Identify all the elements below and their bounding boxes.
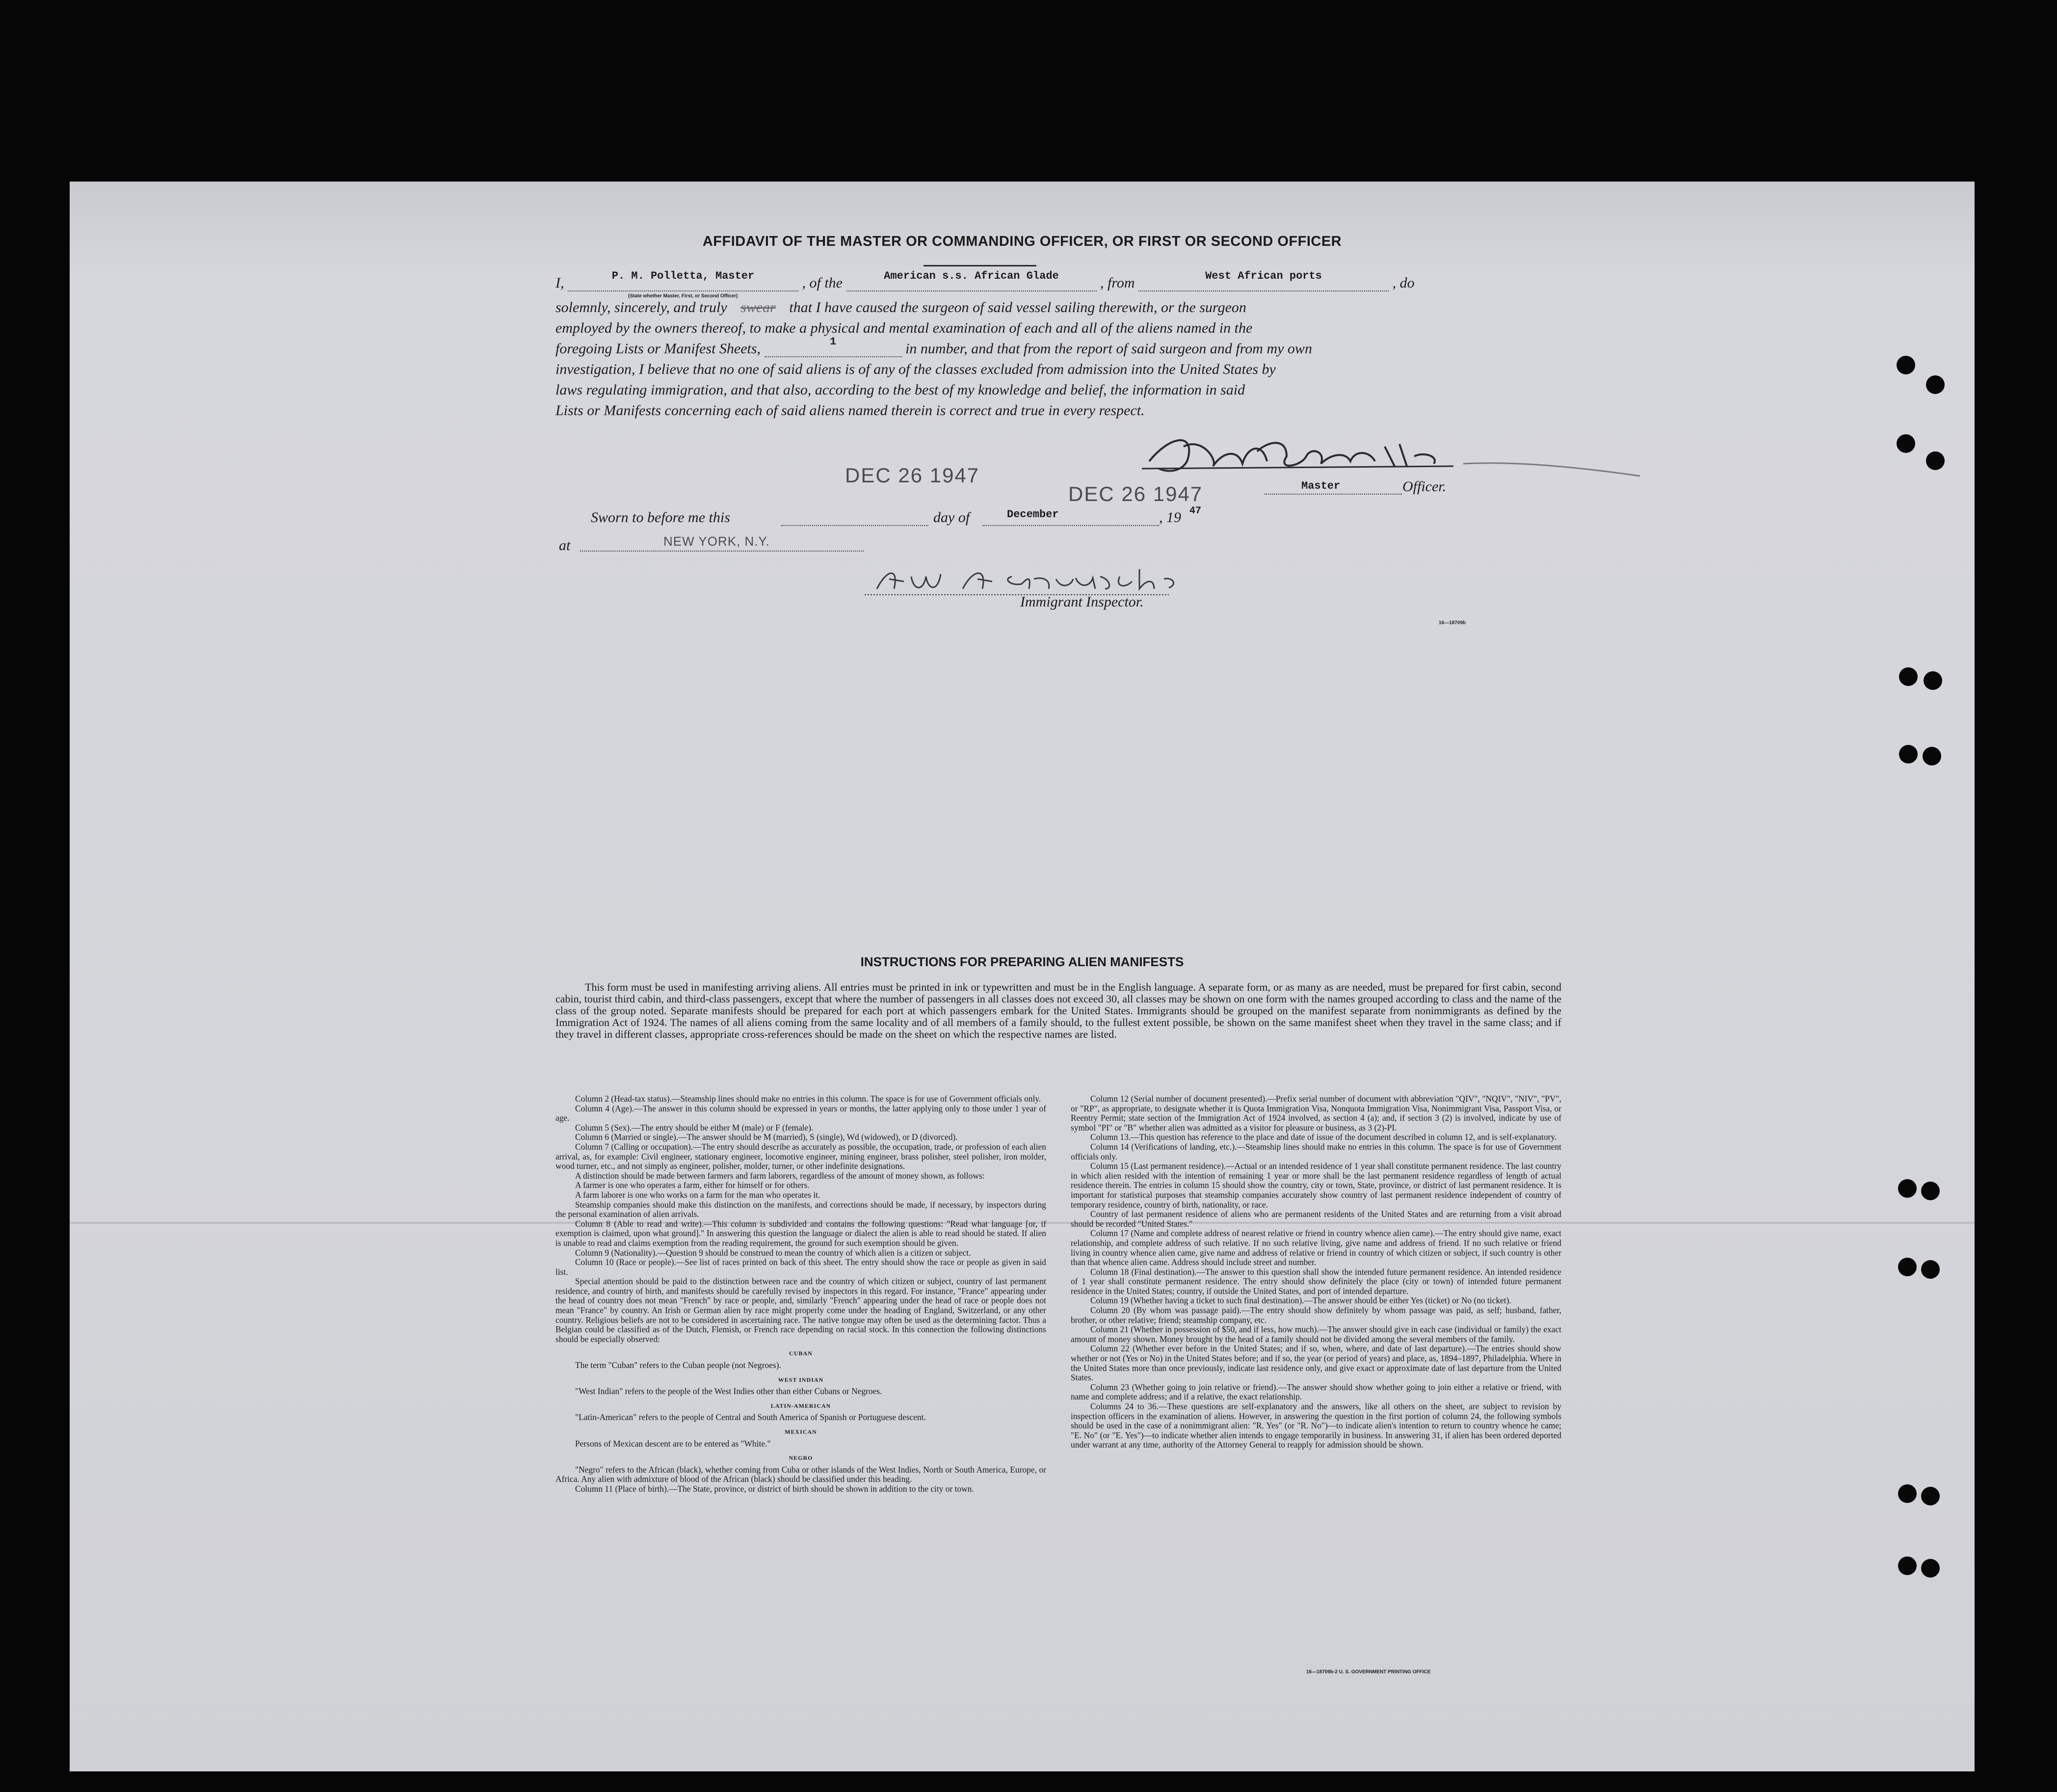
- word-of-the: , of the: [802, 275, 843, 291]
- instruction-paragraph: Column 12 (Serial number of document presented).—Prefix serial number of document with abbreviation "QIV", "NQIV", "NIV", "PV", or "RP", as appropriate, to designate whether it is Quota Immigration Visa, Nonquota Immigration Visa, Nonimmigrant Visa, Passport Visa, or Reentry Permit; state section of the Immigration Act of 1924 involved, as section 4 (a); and, if section 3 (2) is involved, indicate by use of symbol "PI" or "B" whether alien was admitted as a visitor for pleasure or business, as 3 (2)-PI.: [1071, 1094, 1561, 1133]
- port-field: [1138, 270, 1389, 291]
- affidavit-line-3: employed by the owners thereof, to make a physical and mental examination of each and all of the aliens named in the: [555, 320, 1253, 336]
- instruction-paragraph: Column 13.—This question has reference to the place and date of issue of the document described in column 12, and is self-explanatory.: [1090, 1132, 1557, 1142]
- at-text: at: [559, 537, 571, 553]
- binder-hole: [1921, 1487, 1940, 1505]
- binder-hole: [1921, 1182, 1940, 1200]
- year-prefix: , 19: [1159, 509, 1181, 526]
- sheet-count-field: [765, 336, 902, 357]
- instruction-paragraph: A distinction should be made between farmers and farm laborers, regardless of the amount of money shown, as follows:: [575, 1170, 985, 1181]
- instruction-paragraph: A farmer is one who operates a farm, either for himself or for others.: [575, 1180, 810, 1190]
- heading-mexican: MEXICAN: [785, 1428, 817, 1435]
- officer-rank-line: [1265, 494, 1402, 495]
- affidavit-line-7: Lists or Manifests concerning each of said aliens named therein is correct and true in every respect.: [555, 402, 1145, 419]
- instructions-right-column: [1071, 1094, 1561, 1450]
- instruction-paragraph: Column 10 (Race or people).—See list of races printed on back of this sheet. The entry should show the race or people as given in said list.: [555, 1257, 1046, 1277]
- text-mexican: Persons of Mexican descent are to be entered as "White.": [575, 1438, 771, 1449]
- master-signature: [1139, 427, 1645, 486]
- month-value: December: [1007, 508, 1059, 521]
- binder-hole: [1899, 745, 1918, 764]
- text-column-11: Column 11 (Place of birth).—The State, province, or district of birth should be shown in addition to the city or town.: [575, 1483, 974, 1494]
- date-stamp-2: DEC 26 1947: [1068, 482, 1203, 505]
- word-from: , from: [1100, 275, 1135, 291]
- binder-hole: [1926, 375, 1945, 394]
- form-number: 16—18709b: [1439, 620, 1466, 626]
- location-line: [580, 551, 864, 552]
- date-stamp-1: DEC 26 1947: [845, 464, 980, 487]
- heading-west-indian: WEST INDIAN: [778, 1376, 824, 1383]
- binder-hole: [1923, 747, 1941, 765]
- printing-office-footer: 16—18709b-2 U. S. GOVERNMENT PRINTING OFFICE: [1306, 1669, 1431, 1675]
- instruction-paragraph: Column 18 (Final destination).—The answer to this question shall show the intended future permanent residence. An intended residence of 1 year shall constitute permanent residence. The entry should show definitely the place (city or town) of intended future permanent residence in the United States; country, if outside the United States, and port of intended departure.: [1071, 1266, 1561, 1296]
- instruction-paragraph: Column 15 (Last permanent residence).—Actual or an intended residence of 1 year shall constitute permanent residence. The last country in which alien resided with the intention of remaining 1 year or more shall be the last permanent residence regardless of length of actual residence therein. The entries in column 15 should show the country, city or town, State, province, or district of last permanent residence. It is important for statistical purposes that steamship companies accurately show country of last permanent residence independent of country of temporary residence, country of birth, nationality, or race.: [1071, 1161, 1561, 1210]
- text-cuban: The term "Cuban" refers to the Cuban people (not Negroes).: [575, 1360, 781, 1370]
- vessel-field: [846, 270, 1097, 291]
- day-of-text: day of: [933, 509, 970, 526]
- affidavit-line-5: investigation, I believe that no one of said aliens is of any of the classes excluded from admission into the United States by: [555, 361, 1276, 377]
- instructions-left-column: [555, 1094, 1046, 1494]
- binder-hole: [1897, 434, 1915, 453]
- sheet-count-value: 1: [829, 336, 837, 348]
- line4-text-b: in number, and that from the report of said surgeon and from my own: [905, 341, 1312, 357]
- instruction-paragraph: Country of last permanent residence of aliens who are permanent residents of the United States and are returning from a visit abroad should be recorded "United States.": [1071, 1209, 1561, 1229]
- affidavit-line-6: laws regulating immigration, and that also, according to the best of my knowledge and belief, the information in said: [555, 382, 1245, 398]
- officer-name-value: P. M. Polletta, Master: [611, 270, 755, 282]
- instruction-paragraph: Column 19 (Whether having a ticket to such final destination).—The answer should be either Yes (ticket) or No (no ticket).: [1090, 1295, 1511, 1306]
- instruction-paragraph: Columns 24 to 36.—These questions are self-explanatory and the answers, like all others on the sheet, are subject to revision by inspection officers in the examination of aliens. However, in answering the question in the first portion of column 24, the following symbols should be used in the case of a nonimmigrant alien: "R. Yes" (or "R. No")—to indicate alien's intention to return to country whence he came; "E. No" (or "E. Yes")—to indicate whether alien intends to engage temporarily in business. In answering 31, if alien has been ordered deported under warrant at any time, authority of the Attorney General to reapply for admission should be shown.: [1071, 1401, 1561, 1450]
- binder-hole: [1926, 451, 1945, 470]
- binder-hole: [1898, 1258, 1917, 1276]
- binder-hole: [1921, 1260, 1940, 1279]
- instruction-paragraph: Column 8 (Able to read and write).—This column is subdivided and contains the following questions: "Read what language [or, if exemption is claimed, upon what ground]." In answering this question the language or dialect the alien is able to read should be stated. If alien is unable to read and claims exemption from the reading requirement, the ground for such exemption should be given.: [555, 1218, 1046, 1248]
- text-negro: "Negro" refers to the African (black), whether coming from Cuba or other islands of the West Indies, North or South America, Europe, or Africa. Any alien with admixture of blood of the African (black) should be classified under this heading.: [555, 1464, 1046, 1484]
- binder-hole: [1898, 1179, 1917, 1198]
- instructions-intro: This form must be used in manifesting arriving aliens. All entries must be printed in ink or typewritten and must be in the English language. A separate form, or as many as are needed, must be prepared for first cabin, second cabin, tourist third cabin, and third-class passengers, except that where the number of passengers in all classes does not exceed 30, all classes may be shown on one form with the names grouped according to class and the name of the class of the group noted. Separate manifests should be prepared for each port at which passengers embark for the United States. Immigrants should be grouped on the manifest separate from nonimmigrants as defined by the Immigration Act of 1924. The names of all aliens coming from the same locality and of all members of a family should, to the fullest extent possible, be shown on the same manifest sheet when they travel in the same class; and if they travel in different classes, appropriate cross-references should be made on the sheet on which the respective names are listed.: [555, 981, 1561, 1040]
- binder-hole: [1898, 1556, 1917, 1575]
- line4-text-a: foregoing Lists or Manifest Sheets,: [555, 341, 761, 357]
- word-do: , do: [1392, 275, 1415, 291]
- line2-text-a: solemnly, sincerely, and truly: [555, 299, 727, 316]
- right-paragraphs: [1071, 1094, 1561, 1450]
- instruction-paragraph: Column 17 (Name and complete address of nearest relative or friend in country whence alien came).—The entry should give name, exact relationship, and complete address of such relative. If no such relative living, give name and address of friend. If no such relative or friend living in country whence alien came, give name and address of relative or friend in country of which citizen or subject, if such country is other than that whence alien came. Address should include street and number.: [1071, 1228, 1561, 1267]
- heading-negro: NEGRO: [789, 1454, 813, 1462]
- month-line: [982, 525, 1159, 526]
- line2-text-b: that I have caused the surgeon of said vessel sailing therewith, or the surgeon: [789, 299, 1246, 316]
- word-i: I,: [555, 275, 564, 291]
- instruction-paragraph: A farm laborer is one who works on a farm for the man who operates it.: [575, 1189, 820, 1200]
- instruction-paragraph: Steamship companies should make this distinction on the manifests, and corrections should be made, if necessary, by inspectors during the personal examination of alien arrivals.: [555, 1199, 1046, 1219]
- year-suffix: 47: [1189, 505, 1202, 517]
- inspector-title: Immigrant Inspector.: [1020, 594, 1144, 610]
- instruction-paragraph: Column 7 (Calling or occupation).—The entry should describe as accurately as possible, the occupation, trade, or profession of each alien arrival, as, for example: Civil engineer, stationary engineer, locomotive engineer, mining engineer, brass polisher, steel polisher, iron molder, wood turner, etc., and not simply as engineer, polisher, molder, turner, or other indefinite designations.: [555, 1141, 1046, 1171]
- port-value: West African ports: [1205, 270, 1322, 282]
- binder-hole: [1921, 1559, 1940, 1578]
- title-divider: [923, 265, 1036, 266]
- instruction-paragraph: Special attention should be paid to the distinction between race and the country of which citizen or subject, country of last permanent residence, and country of birth, and manifests should be carefully revised by inspectors in this regard. For instance, "France" appearing under the head of country does not mean "French" by race or people, and, similarly "French" appearing under the head of race or people does not mean "France" by country. An Irish or German alien by race might properly come under the heading of England, Switzerland, or any other country. Religious beliefs are not to be considered in ascertaining race. The native tongue may often be used as the determining factor. Thus a Belgian could be classified as of the Dutch, Flemish, or French race depending on racial stock. In this connection the following distinctions should be especially observed:: [555, 1276, 1046, 1344]
- struck-word: swear: [740, 299, 776, 316]
- instruction-paragraph: Column 14 (Verifications of landing, etc.).—Steamship lines should make no entries in this column. The space is for use of Government officials only.: [1071, 1141, 1561, 1161]
- sworn-text: Sworn to before me this: [591, 509, 730, 526]
- instructions-title: INSTRUCTIONS FOR PREPARING ALIEN MANIFESTS: [860, 954, 1184, 969]
- instruction-paragraph: Column 2 (Head-tax status).—Steamship lines should make no entries in this column. The space is for use of Government officials only.: [575, 1094, 1041, 1104]
- instruction-paragraph: Column 9 (Nationality).—Question 9 should be construed to mean the country of which alien is a citizen or subject.: [575, 1247, 971, 1258]
- instruction-paragraph: Column 6 (Married or single).—The answer should be M (married), S (single), Wd (widowed), or D (divorced).: [575, 1132, 958, 1142]
- officer-name-field: [568, 270, 798, 291]
- officer-suffix: Officer.: [1402, 478, 1447, 495]
- text-west-indian: "West Indian" refers to the people of the West Indies other than either Cubans or Negroes.: [575, 1386, 882, 1397]
- heading-latin-american: LATIN-AMERICAN: [770, 1402, 831, 1409]
- location-stamp: NEW YORK, N.Y.: [663, 534, 770, 549]
- affidavit-line-2: [555, 299, 1246, 316]
- officer-note: (State whether Master, First, or Second Officer): [628, 293, 738, 299]
- affidavit-title: AFFIDAVIT OF THE MASTER OR COMMANDING OFFICER, OR FIRST OR SECOND OFFICER: [702, 234, 1342, 249]
- instruction-paragraph: Column 23 (Whether going to join relative or friend).—The answer should show whether going to join either a relative or friend, with name and complete address; and if a relative, the exact relationship.: [1071, 1382, 1561, 1402]
- binder-hole: [1924, 671, 1942, 690]
- affidavit-line-1: [555, 270, 1415, 291]
- day-line: [781, 525, 928, 526]
- left-paragraphs: [555, 1094, 1046, 1344]
- instruction-paragraph: Column 20 (By whom was passage paid).—The entry should show definitely by whom passage was paid, as self; husband, father, brother, or other relative; friend; steamship company, etc.: [1071, 1305, 1561, 1325]
- instruction-paragraph: Column 5 (Sex).—The entry should be either M (male) or F (female).: [575, 1122, 814, 1133]
- text-latin-american: "Latin-American" refers to the people of Central and South America of Spanish or Portuguese descent.: [575, 1412, 926, 1423]
- heading-cuban: CUBAN: [789, 1350, 813, 1357]
- officer-rank-value: Master: [1301, 480, 1341, 492]
- affidavit-line-4: [555, 336, 1312, 357]
- manifest-sheet: [70, 182, 1975, 1771]
- vessel-value: American s.s. African Glade: [884, 270, 1059, 282]
- instruction-paragraph: Column 4 (Age).—The answer in this column should be expressed in years or months, the latter applying only to those under 1 year of age.: [555, 1103, 1046, 1123]
- binder-hole: [1899, 667, 1918, 686]
- instruction-paragraph: Column 21 (Whether in possession of $50, and if less, how much).—The answer should give in each case (individual or family) the exact amount of money shown. Money brought by the head of a family should not be divided among the several members of the family.: [1071, 1324, 1561, 1344]
- binder-hole: [1898, 1484, 1917, 1503]
- instruction-paragraph: Column 22 (Whether ever before in the United States; and if so, when, where, and date of last departure).—The entries should show whether or not (Yes or No) in the United States before; and if so, the year (or period of years) and place, as, 1894–1897, Philadelphia. Where in the United States more than once previously, indicate last residence only, and give exact or approximate date of last departure from the United States.: [1071, 1344, 1561, 1383]
- binder-hole: [1897, 356, 1915, 374]
